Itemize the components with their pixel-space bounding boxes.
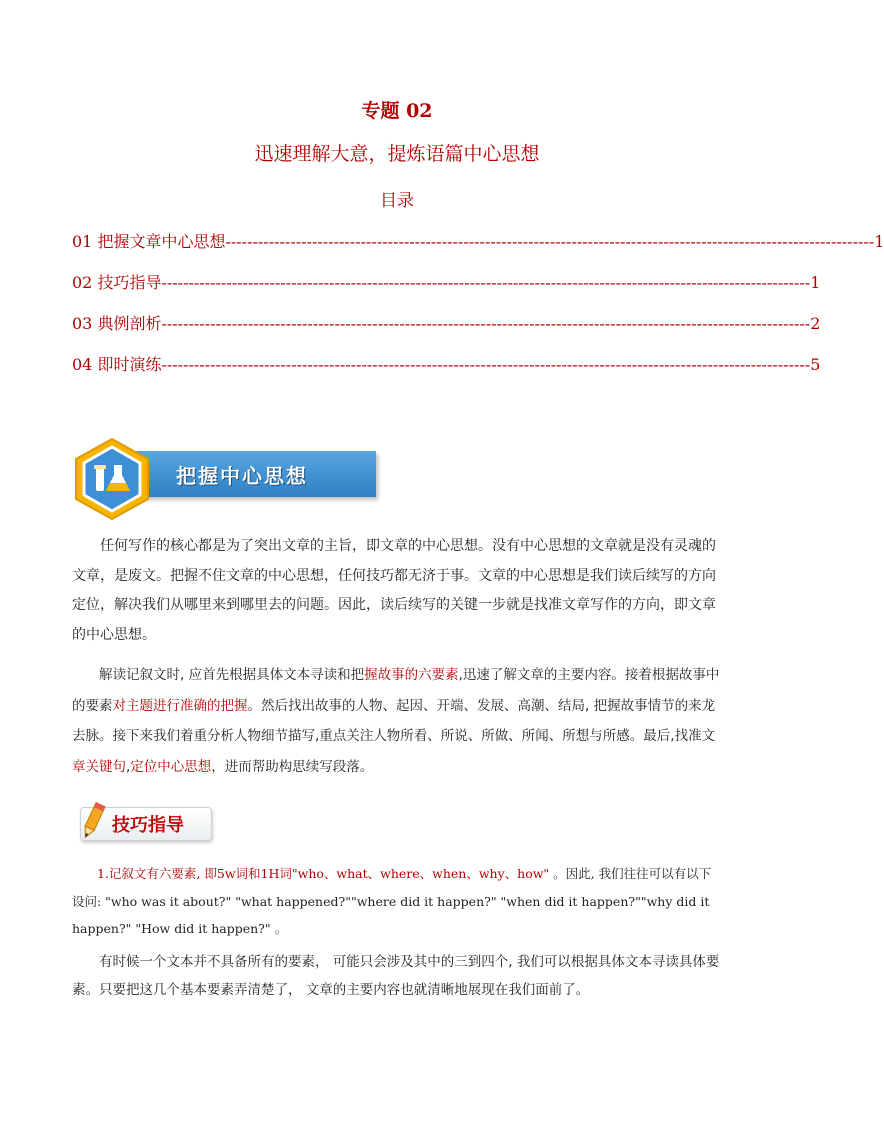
highlight-span: 握故事的六要素 [364, 667, 459, 683]
paragraph-elements [72, 860, 722, 943]
toc-entry-label: 01 把握文章中心思想 [72, 232, 226, 251]
banner-title: 把握中心思想 [176, 464, 308, 488]
toc-entry-label: 03 典例剖析 [72, 314, 162, 333]
toc-entry-page: 1 [810, 273, 821, 292]
toc-entry-label: 04 即时演练 [72, 355, 162, 374]
highlight-span: 章关键句 [72, 758, 126, 775]
paragraph-note: 有时候一个文本并不具备所有的要素， 可能只会涉及其中的三到四个, 我们可以根据具体文本寻读具体要素。只要把这几个基本要素弄清楚了， 文章的主要内容也就清晰地展现在我们面前了。 [72, 954, 720, 998]
paragraph-method [72, 660, 722, 782]
text-span: ，进而帮助构思续写段落。 [211, 758, 374, 775]
toc-entry-label: 02 技巧指导 [72, 273, 162, 292]
page-subtitle: 迅速理解大意，提炼语篇中心思想 [254, 143, 540, 165]
toc-leader: ------------------------------------------------------------------------------------------------------------------------ [225, 232, 875, 251]
toc-heading: 目录 [380, 191, 414, 211]
text-span: , [126, 758, 131, 775]
toc-leader: ------------------------------------------------------------------------------------------------------------------------ [161, 273, 811, 292]
highlight-span: 定位中心思想 [130, 758, 212, 775]
text-span: 。因此, 我们往往可以有以下设问: "who was it about?" "what happened?""where did it happen?" "when did it happen?""why did it happen?" "How did it happen?" 。 [72, 866, 712, 936]
text-span: 。然后找出故事的人物、起因、开端、发展、高潮、结局, 把握故事情节的来龙去脉。接下来我们着重分析人物细节描写,重点关注人物所看、所说、所做、所闻、所想与所感。最后,找准文 [72, 697, 716, 744]
toc-entry-page: 5 [810, 355, 821, 374]
section-badge [72, 801, 214, 843]
toc-entry[interactable] [72, 353, 821, 394]
badge-title: 技巧指导 [112, 815, 184, 836]
highlight-span: 对主题进行准确的把握 [112, 697, 248, 714]
table-of-contents [72, 230, 884, 394]
text-span: ,迅速了解文章的主要内容。接着根据故事中的要素 [72, 667, 720, 714]
toc-leader: ------------------------------------------------------------------------------------------------------------------------ [161, 314, 811, 333]
flask-icon [72, 437, 152, 521]
toc-entry[interactable] [72, 271, 821, 312]
toc-entry-page: 2 [810, 314, 821, 333]
highlight-span: 1.记叙文有六要素, 即5w词和1H词"who、what、where、when、why、how" [97, 866, 550, 881]
page-title: 专题 02 [361, 100, 433, 122]
section-banner [72, 437, 378, 521]
toc-entry[interactable] [72, 230, 884, 271]
toc-leader: ------------------------------------------------------------------------------------------------------------------------ [161, 355, 811, 374]
toc-entry-page: 1 [874, 232, 884, 251]
text-span: 解读记叙文时, 应首先根据具体文本寻读和把 [99, 667, 365, 683]
paragraph-intro: 任何写作的核心都是为了突出文章的主旨，即文章的中心思想。没有中心思想的文章就是没有灵魂的文章，是废文。把握不住文章的中心思想，任何技巧都无济于事。文章的中心思想是我们读后续写的方向定位，解决我们从哪里来到哪里去的问题。因此，读后续写的关键一步就是找准文章写作的方向，即文章的中心思想。 [72, 538, 716, 643]
toc-entry[interactable] [72, 312, 821, 353]
pencil-icon [78, 801, 108, 841]
